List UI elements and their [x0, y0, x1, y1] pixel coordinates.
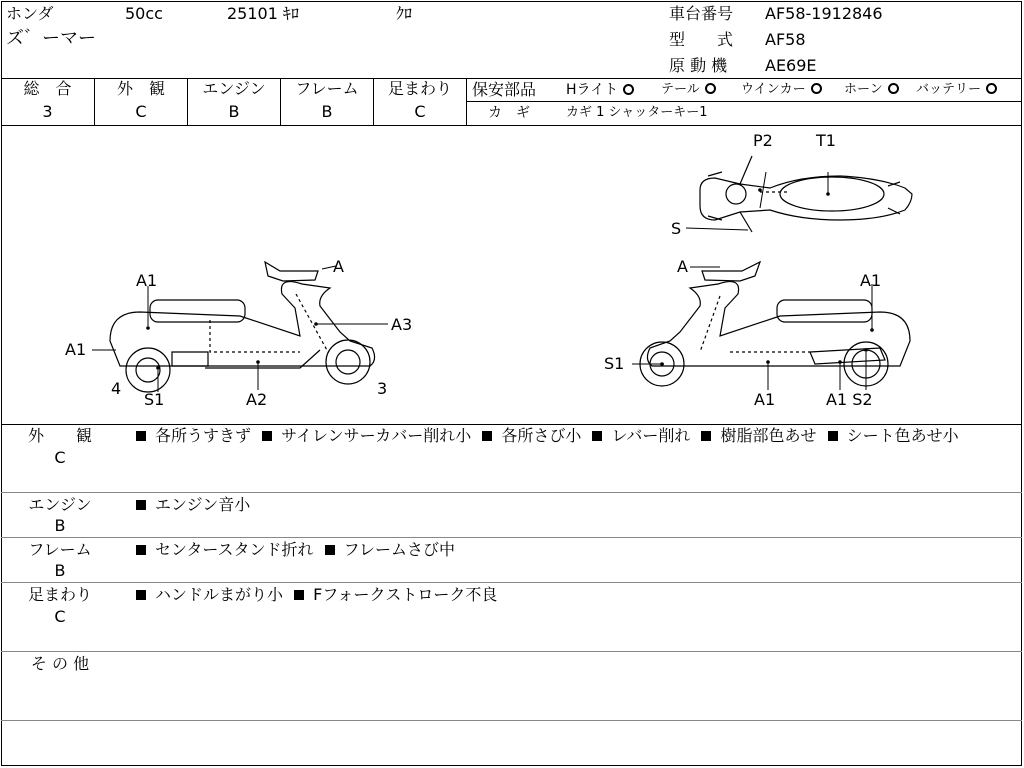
horn-item: ホーン: [844, 81, 899, 99]
ok-circle-icon: [986, 83, 997, 94]
remarks-suspension-grade: C: [54, 607, 66, 626]
remark-item: センタースタンド折れ: [136, 540, 314, 559]
overall-grade: 3: [42, 102, 53, 121]
exterior-grade: C: [135, 102, 147, 121]
color: ｸﾛ: [396, 4, 413, 23]
remarks-exterior-label: 外 観: [27, 426, 92, 445]
remarks-frame-label: フレーム: [28, 540, 92, 559]
remarks-line: [1, 720, 1022, 721]
remarks-engine-items: [136, 494, 1016, 516]
label-right-a1-top: A1: [860, 271, 882, 290]
bullet-square-icon: [828, 431, 838, 441]
mileage: 25101 ｷﾛ: [227, 4, 299, 23]
tail-item: テール: [661, 81, 716, 99]
remark-item: 各所うすきず: [136, 426, 251, 445]
remarks-frame-items: [136, 539, 1016, 561]
ok-circle-icon: [705, 83, 716, 94]
engine-value: AE69E: [765, 56, 817, 75]
safety-label: 保安部品: [472, 80, 537, 99]
bullet-square-icon: [592, 431, 602, 441]
bullet-square-icon: [136, 590, 146, 600]
damage-diagram: [0, 126, 1024, 424]
label-right-a1-s2: A1 S2: [826, 390, 873, 409]
label-left-a2: A2: [246, 390, 268, 409]
ok-circle-icon: [888, 83, 899, 94]
frame-grade-label: フレーム: [295, 79, 359, 98]
suspension-grade: C: [414, 102, 426, 121]
maker: ホンダ: [6, 4, 54, 23]
type-value: AF58: [765, 30, 806, 49]
exterior-label: 外 観: [116, 79, 165, 98]
remarks-line: [1, 582, 1022, 583]
remarks-suspension-items: [136, 584, 1016, 606]
bullet-square-icon: [482, 431, 492, 441]
remark-item: フレームさび中: [325, 540, 455, 559]
remark-item: レバー削れ: [592, 426, 690, 445]
suspension-grade-label: 足まわり: [387, 79, 452, 98]
bullet-square-icon: [325, 545, 335, 555]
remarks-other-label: そ の 他: [30, 654, 90, 673]
remarks-line: [1, 537, 1022, 538]
remark-item: サイレンサーカバー削れ小: [262, 426, 471, 445]
label-left-a1-side: A1: [65, 340, 87, 359]
label-left-3: 3: [377, 379, 388, 398]
ok-circle-icon: [623, 84, 634, 95]
engine-label: 原 動 機: [669, 56, 728, 75]
remark-item: シート色あせ小: [828, 426, 959, 445]
label-right-a1-bottom: A1: [754, 390, 776, 409]
type-label: 型 式: [669, 30, 734, 49]
label-left-s1: S1: [144, 390, 165, 409]
frame-grade: B: [321, 102, 333, 121]
remark-item: Fフォークストローク不良: [294, 585, 497, 604]
headlight-item: Hライト: [566, 81, 634, 99]
remark-item: ハンドルまがり小: [136, 585, 283, 604]
engine-grade: B: [228, 102, 240, 121]
bullet-square-icon: [294, 590, 304, 600]
bullet-square-icon: [701, 431, 711, 441]
remarks-engine-label: エンジン: [28, 495, 92, 514]
remarks-exterior-items: [136, 425, 1016, 447]
remarks-line: [1, 492, 1022, 493]
bullet-square-icon: [136, 545, 146, 555]
label-top-p2: P2: [753, 131, 773, 150]
bullet-square-icon: [262, 431, 272, 441]
label-top-t1: T1: [816, 131, 836, 150]
remarks-exterior-grade: C: [54, 448, 66, 467]
bullet-square-icon: [136, 431, 146, 441]
label-right-a: A: [677, 257, 688, 276]
remarks-engine-grade: B: [54, 516, 66, 535]
key-label: カ ギ: [488, 105, 530, 121]
grade-col-line: [466, 78, 467, 125]
ok-circle-icon: [811, 83, 822, 94]
model-name: ズ゛ーマー: [6, 28, 96, 49]
top-view-scooter: [700, 156, 912, 232]
remarks-suspension-label: 足まわり: [27, 585, 92, 604]
frame-no-label: 車台番号: [669, 4, 734, 23]
battery-item: バッテリー: [916, 81, 997, 99]
safety-divider: [467, 101, 1022, 102]
bullet-square-icon: [136, 500, 146, 510]
key-value: カギ 1 シャッターキー1: [566, 105, 708, 120]
engine-grade-label: エンジン: [202, 79, 266, 98]
label-left-a1-top: A1: [136, 271, 158, 290]
winker-item: ウインカー: [741, 81, 822, 99]
label-right-s1: S1: [604, 354, 625, 373]
overall-label: 総 合: [23, 79, 72, 98]
remark-item: 樹脂部色あせ: [701, 426, 816, 445]
label-left-a: A: [333, 257, 344, 276]
remark-item: エンジン音小: [136, 495, 250, 514]
label-left-4: 4: [111, 379, 122, 398]
remarks-frame-grade: B: [54, 561, 66, 580]
remarks-line: [1, 651, 1022, 652]
label-top-s: S: [671, 219, 682, 238]
remark-item: 各所さび小: [482, 426, 581, 445]
displacement: 50cc: [125, 4, 163, 23]
frame-no: AF58-1912846: [765, 4, 883, 23]
label-left-a3: A3: [391, 315, 413, 334]
